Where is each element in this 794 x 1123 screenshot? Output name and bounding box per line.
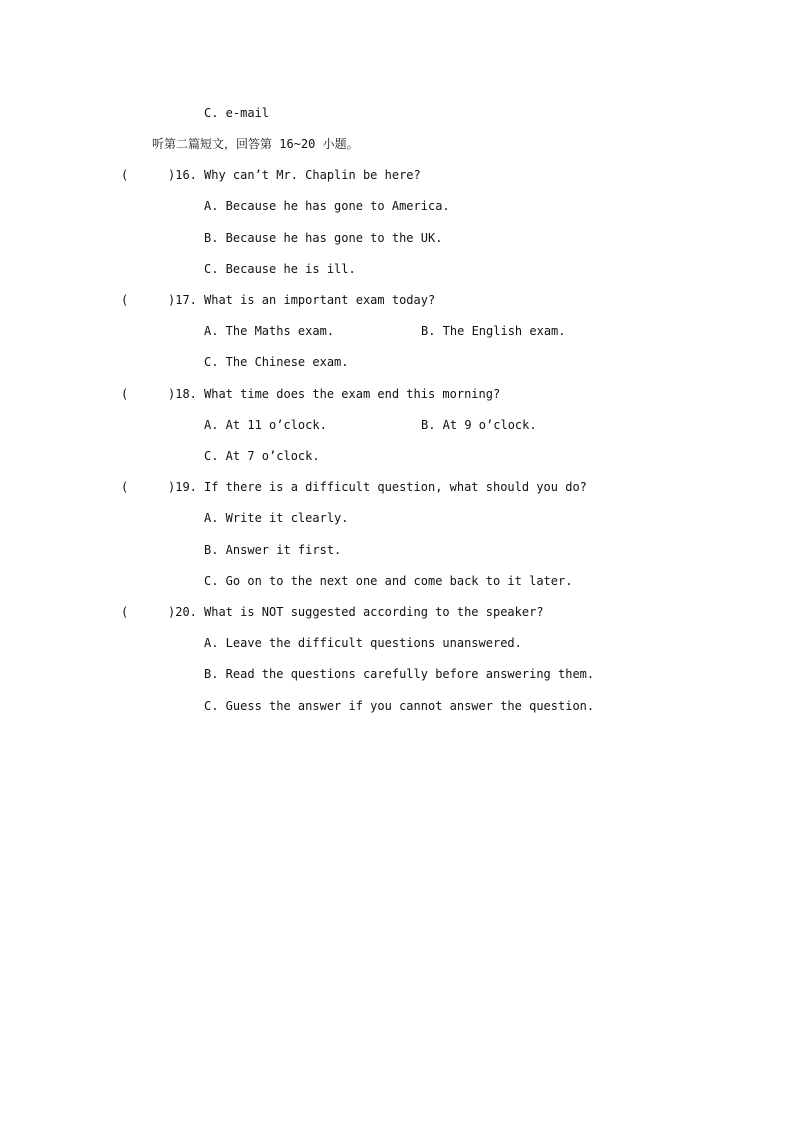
answer-paren-18: ( [121, 387, 129, 401]
question-17-option-c: C. The Chinese exam. [204, 355, 349, 369]
question-17-option-a: A. The Maths exam. [204, 324, 335, 338]
question-17-text: What is an important exam today? [204, 293, 436, 307]
question-16-option-a: A. Because he has gone to America. [204, 199, 450, 213]
question-17-number: )17. [168, 293, 197, 307]
question-16-text: Why can’t Mr. Chaplin be here? [204, 168, 421, 182]
question-18-option-b: B. At 9 o’clock. [421, 418, 537, 432]
question-18-option-a: A. At 11 o’clock. [204, 418, 327, 432]
question-19-number: )19. [168, 480, 197, 494]
section-heading: 听第二篇短文，回答第 16~20 小题。 [152, 137, 359, 151]
question-19-text: If there is a difficult question, what should you do? [204, 480, 587, 494]
answer-paren-17: ( [121, 293, 129, 307]
answer-paren-20: ( [121, 605, 129, 619]
question-20-number: )20. [168, 605, 197, 619]
question-19-option-b: B. Answer it first. [204, 543, 342, 557]
question-18-text: What time does the exam end this morning? [204, 387, 501, 401]
question-16-option-b: B. Because he has gone to the UK. [204, 231, 443, 245]
question-18-option-c: C. At 7 o’clock. [204, 449, 320, 463]
question-20-text: What is NOT suggested according to the speaker? [204, 605, 544, 619]
question-16-number: )16. [168, 168, 197, 182]
question-19-option-a: A. Write it clearly. [204, 511, 349, 525]
question-20-option-c: C. Guess the answer if you cannot answer the question. [204, 699, 595, 713]
question-18-number: )18. [168, 387, 197, 401]
question-17-option-b: B. The English exam. [421, 324, 566, 338]
question-20-option-a: A. Leave the difficult questions unanswered. [204, 636, 522, 650]
answer-paren-16: ( [121, 168, 129, 182]
question-19-option-c: C. Go on to the next one and come back to it later. [204, 574, 573, 588]
question-20-option-b: B. Read the questions carefully before answering them. [204, 667, 595, 681]
answer-paren-19: ( [121, 480, 129, 494]
prev-option-c: C. e-mail [204, 106, 270, 120]
question-16-option-c: C. Because he is ill. [204, 262, 356, 276]
